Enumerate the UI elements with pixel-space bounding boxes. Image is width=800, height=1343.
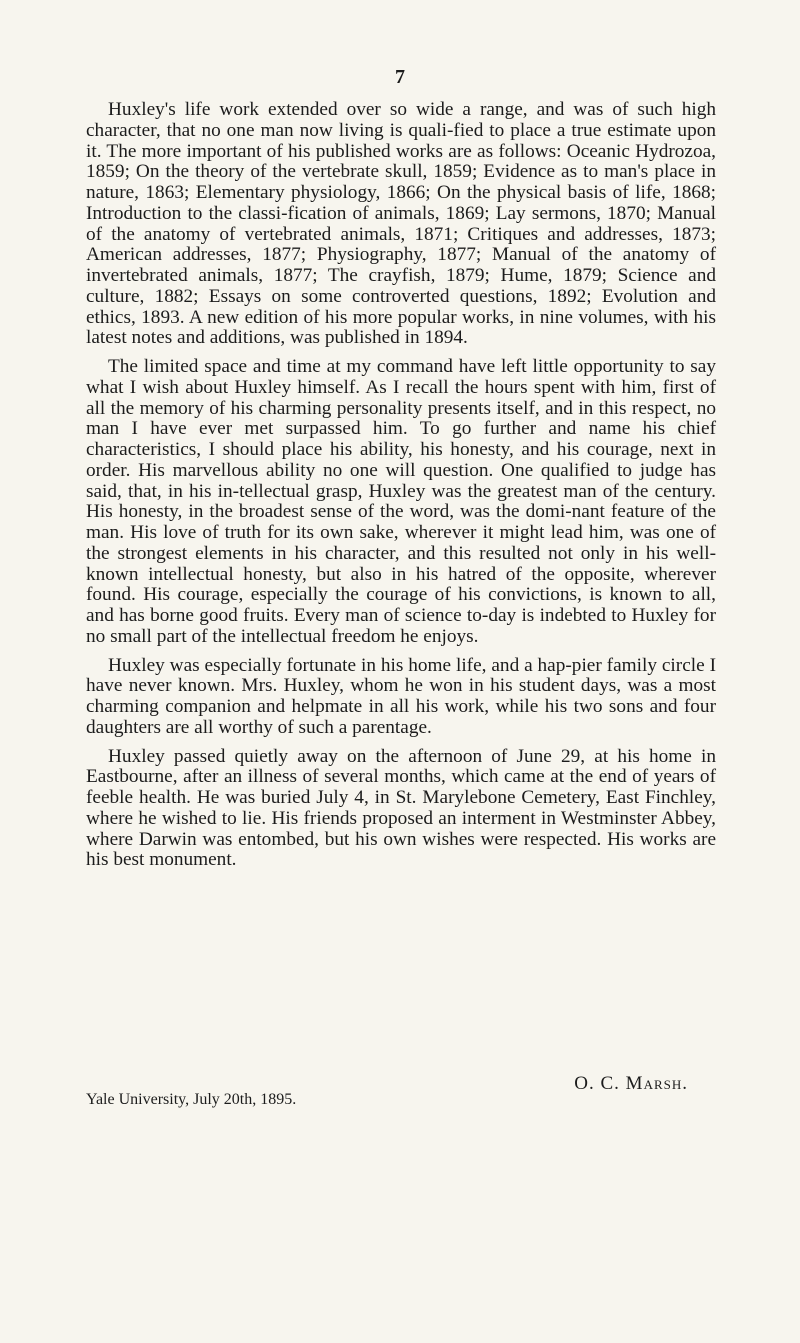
paragraph-characteristics: The limited space and time at my command have left little opportunity to say what I wish about Huxley himself. As I recall the hours spent with him, first of all the memory of his charming personality presents itself, and in this respect, no man I have ever met surpassed him. To go further and name his chief characteristics, I should place his ability, his honesty, and his courage, next in order. His marvellous ability no one will question. One qualified to judge has said, that, in his in-tellectual grasp, Huxley was the greatest man of the century. His honesty, in the broadest sense of the word, was the domi-nant feature of the man. His love of truth for its own sake, wherever it might lead him, was one of the strongest elements in his character, and this resulted not only in his well-known intellectual honesty, but also in his hatred of the opposite, wherever found. His courage, especially the courage of his convictions, is known to all, and has borne good fruits. Every man of science to-day is indebted to Huxley for no small part of the intellectual freedom he enjoys.: [86, 356, 716, 647]
paragraph-home-life: Huxley was especially fortunate in his home life, and a hap-pier family circle I have never known. Mrs. Huxley, whom he won in his student days, was a most charming companion and helpmate in all his work, while his two sons and four daughters are all worthy of such a parentage.: [86, 654, 716, 738]
signature-block: [86, 1073, 716, 1108]
place-date-line: Yale University, July 20th, 1895.: [86, 1091, 297, 1108]
author-signature: O. C. Marsh.: [574, 1073, 688, 1094]
paragraph-works-list: Huxley's life work extended over so wide a range, and was of such high character, that no one man now living is quali-fied to place a true estimate upon it. The more important of his published works are as follows: Oceanic Hydrozoa, 1859; On the theory of the vertebrate skull, 1859; Evidence as to man's place in nature, 1863; Elementary physiology, 1866; On the physical basis of life, 1868; Introduction to the classi-fication of animals, 1869; Lay sermons, 1870; Manual of the anatomy of vertebrated animals, 1871; Critiques and addresses, 1873; American addresses, 1877; Physiography, 1877; Manual of the anatomy of invertebrated animals, 1877; The crayfish, 1879; Hume, 1879; Science and culture, 1882; Essays on some controverted questions, 1892; Evolution and ethics, 1893. A new edition of his more popular works, in nine volumes, with his latest notes and additions, was published in 1894.: [86, 99, 716, 349]
body-text: [86, 100, 716, 871]
paragraph-death: Huxley passed quietly away on the afternoon of June 29, at his home in Eastbourne, after an illness of several months, which came at the end of years of feeble health. He was buried July 4, in St. Marylebone Cemetery, East Finchley, where he wished to lie. His friends proposed an interment in Westminster Abbey, where Darwin was entombed, but his own wishes were respected. His works are his best monument.: [86, 745, 716, 871]
page-number: 7: [395, 66, 405, 88]
